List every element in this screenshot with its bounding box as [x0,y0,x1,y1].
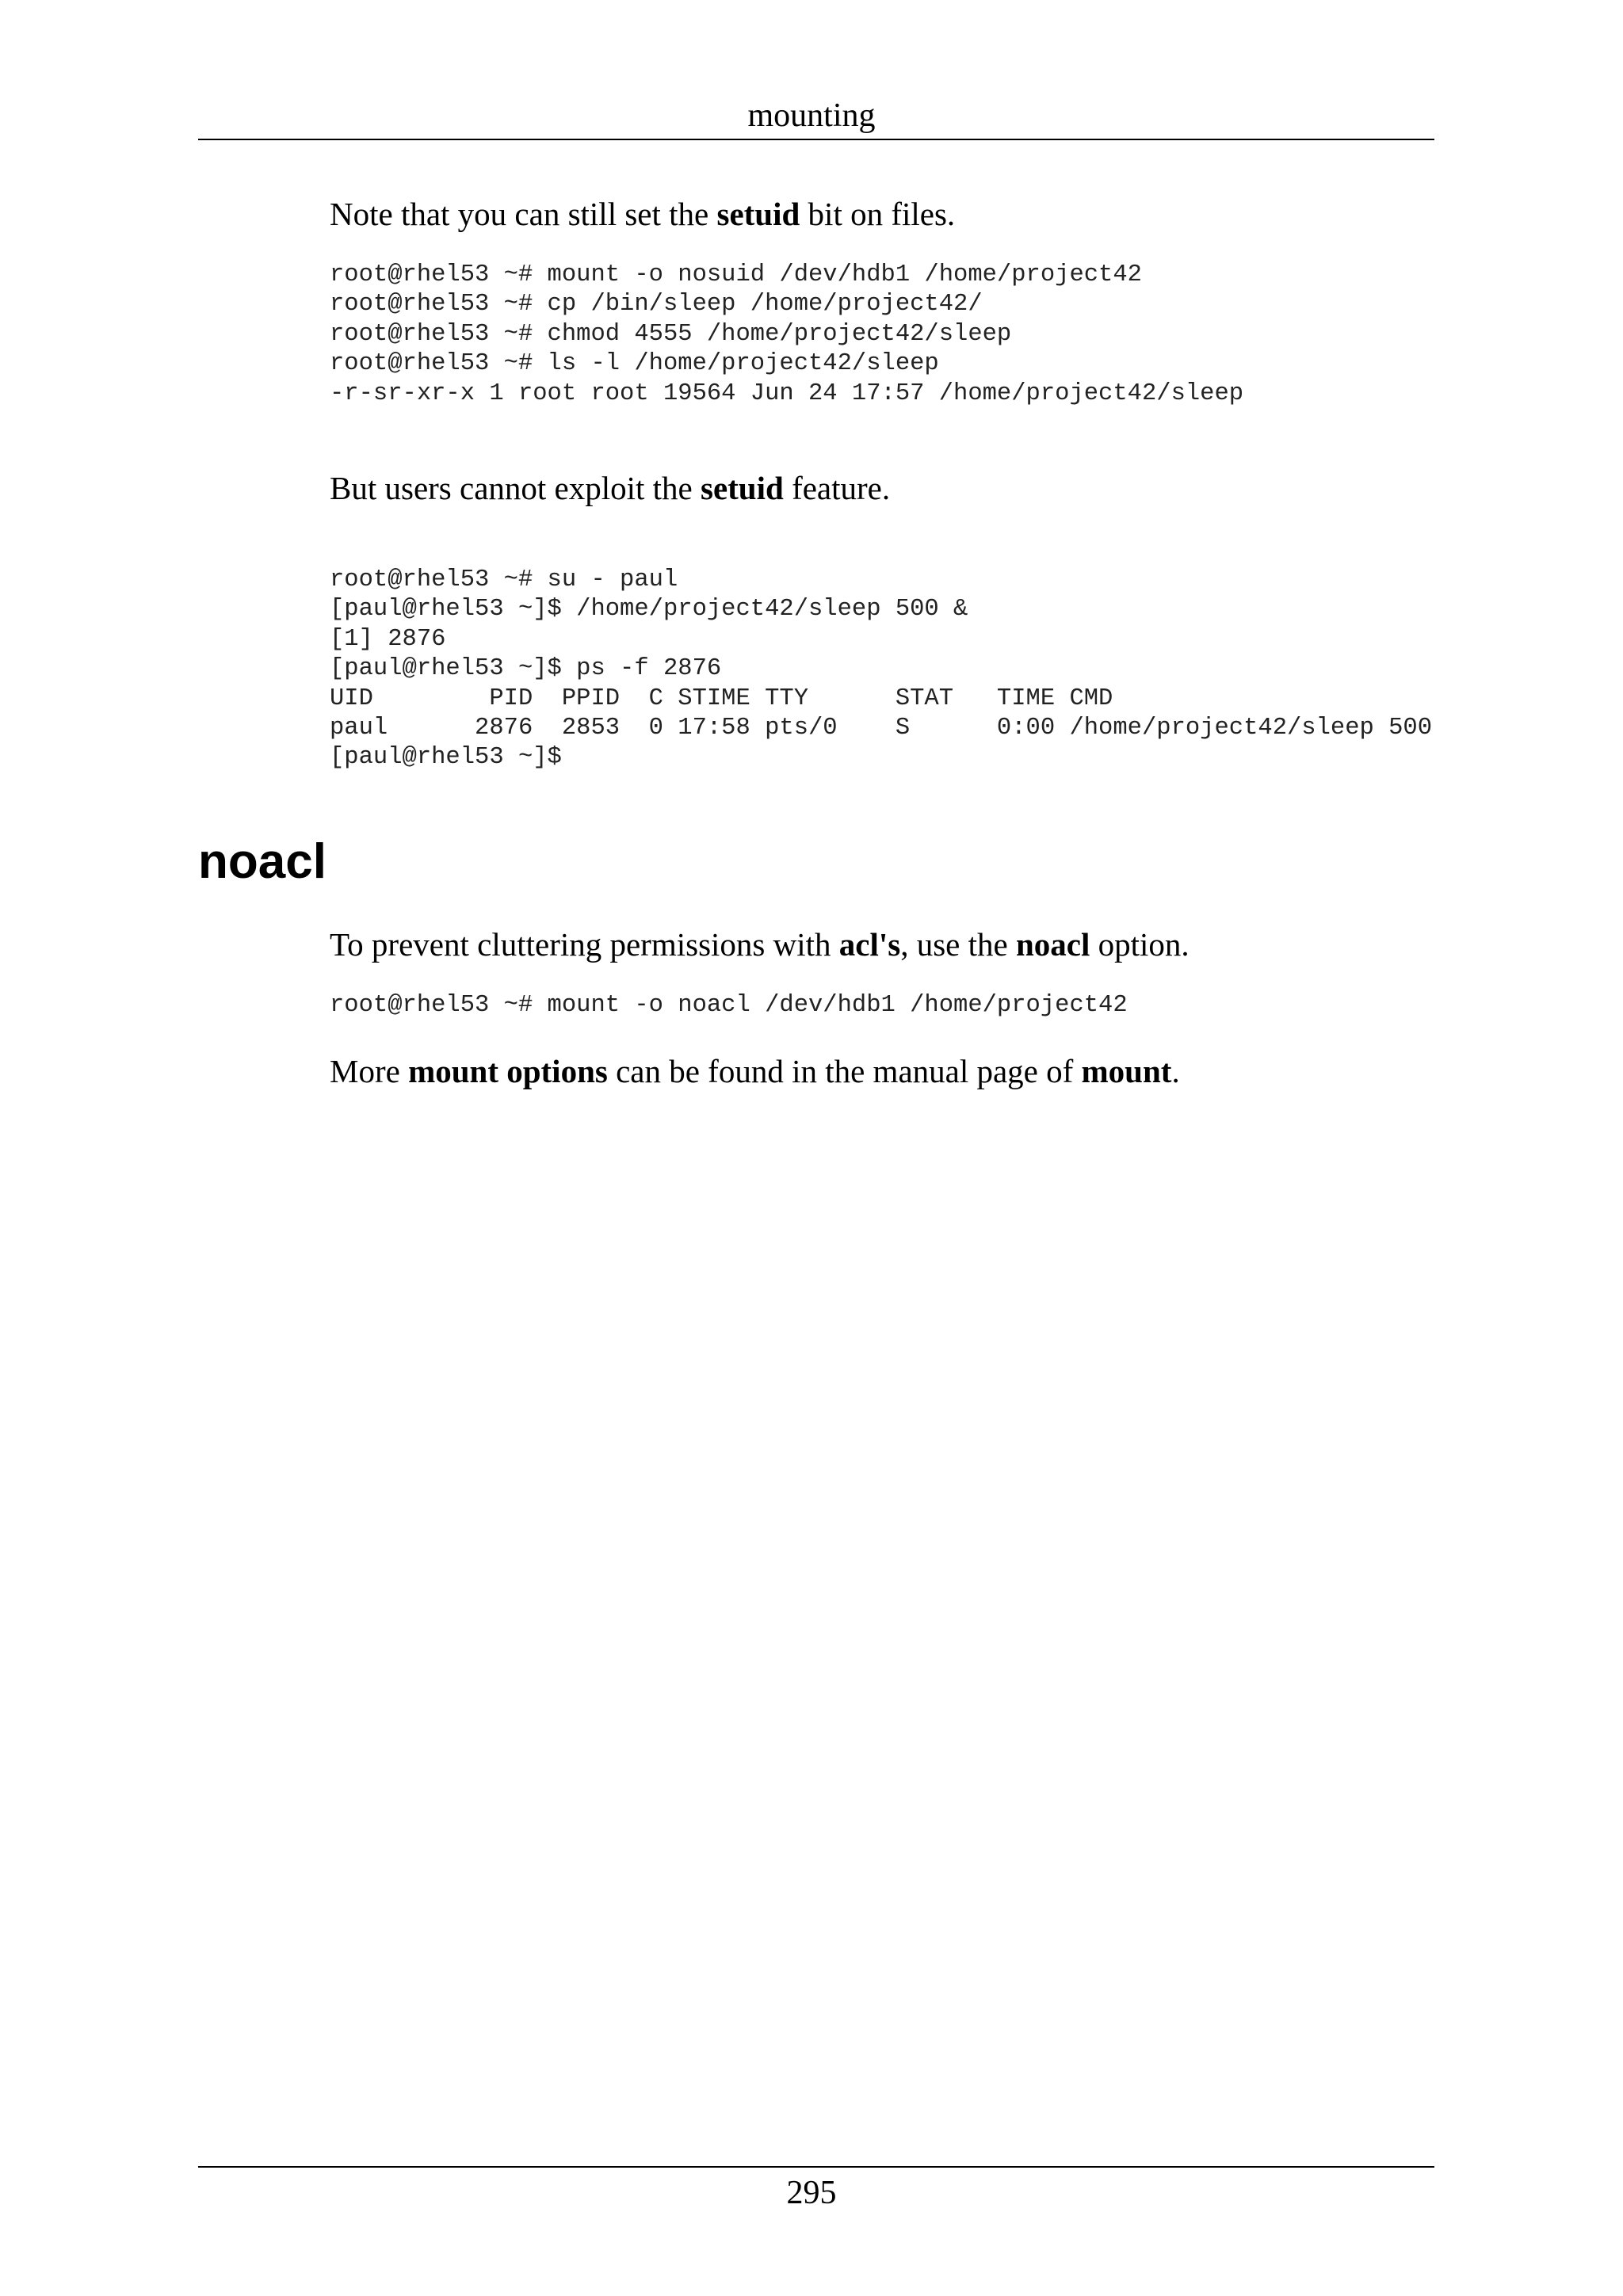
header-title: mounting [747,97,876,134]
term-noacl: noacl [1015,926,1090,963]
term-setuid: setuid [716,196,800,232]
code-line: [1] 2876 [330,625,446,653]
text-run: feature. [783,470,891,506]
text-run: More [330,1053,409,1089]
term-mount-options: mount options [408,1053,608,1089]
code-line: [paul@rhel53 ~]$ /home/project42/sleep 500 & [330,596,968,624]
code-line: [paul@rhel53 ~]$ ps -f 2876 [330,655,722,683]
code-line: root@rhel53 ~# chmod 4555 /home/project42/sleep [330,320,1012,348]
term-setuid: setuid [701,470,784,506]
text-run: But users cannot exploit the [330,470,701,506]
text-run: . [1171,1053,1180,1089]
paragraph-noacl [330,922,1455,967]
text-run: bit on files. [800,196,956,232]
page-number: 295 [786,2175,837,2211]
code-line: -r-sr-xr-x 1 root root 19564 Jun 24 17:57 /home/project42/sleep [330,379,1244,407]
code-line: [paul@rhel53 ~]$ [330,744,562,772]
header-rule [198,139,1434,140]
paragraph-setuid-note [330,192,1455,236]
code-block-noacl [330,991,1128,1020]
text-run: Note that you can still set the [330,196,717,232]
code-line: paul 2876 2853 0 17:58 pts/0 S 0:00 /home/project42/sleep 500 [330,715,1433,742]
term-mount: mount [1081,1053,1172,1089]
code-block-su-paul [330,566,1432,773]
code-line: root@rhel53 ~# mount -o nosuid /dev/hdb1 /home/project42 [330,261,1142,288]
term-acls: acl's [838,926,901,963]
code-line: root@rhel53 ~# mount -o noacl /dev/hdb1 /home/project42 [330,992,1128,1019]
footer-rule [198,2166,1434,2168]
code-line: UID PID PPID C STIME TTY STAT TIME CMD [330,685,1113,712]
text-run: option. [1090,926,1190,963]
code-line: root@rhel53 ~# su - paul [330,566,678,593]
paragraph-setuid-exploit [330,466,1455,510]
code-line: root@rhel53 ~# cp /bin/sleep /home/project42/ [330,291,983,318]
section-heading-noacl: noacl [198,834,327,889]
text-run: To prevent cluttering permissions with [330,926,839,963]
code-line: root@rhel53 ~# ls -l /home/project42/sleep [330,350,939,378]
code-block-nosuid [330,261,1243,409]
text-run: can be found in the manual page of [607,1053,1082,1089]
text-run: , use the [900,926,1016,963]
paragraph-more-options [330,1049,1455,1093]
